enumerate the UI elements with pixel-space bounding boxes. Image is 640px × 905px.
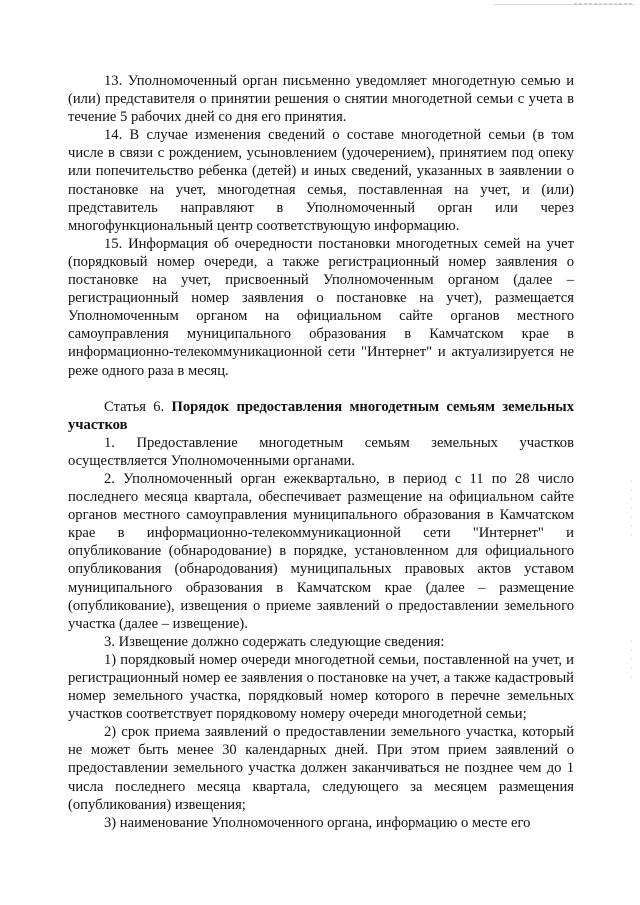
paragraph-13: 13. Уполномоченный орган письменно уведомляет многодетную семью и (или) представителя о принятии решения о снятии многодетной семьи с учета в течение 5 рабочих дней со дня его принятия. [68,73,574,126]
paragraph-15: 15. Информация об очередности постановки многодетных семей на учет (порядковый номер очереди, а также регистрационный номер заявления о постановке на учет, присвоенный Уполномоченным органом (далее – регистрационный номер заявления о постановке на учет), размещается Уполномоченным органом на официальном сайте органов местного самоуправления муниципального образования в Камчатском крае в информационно-телекоммуникационной сети "Интернет" и актуализируется не реже одного раза в месяц. [68,235,574,379]
scan-edge-noise [631,640,632,680]
paragraph-14: 14. В случае изменения сведений о составе многодетной семьи (в том числе в связи с рождением, усыновлением (удочерением), принятием под опеку или попечительство ребенка (детей) и иных сведений, указанных в заявлении о постановке на учет, многодетная семья, поставленная на учет, и (или) представитель направляют в Уполномоченный орган или через многофункциональный центр соответствующую информацию. [68,127,574,234]
list-item-1: 1) порядковый номер очереди многодетной семьи, поставленной на учет, и регистрационный номер ее заявления о постановке на учет, а также кадастровый номер земельного участка, порядковый номер которого в перечне земельных участков соответствует порядковому номеру очереди многодетной семьи; [68,651,574,723]
list-item-2: 2) срок приема заявлений о предоставлении земельного участка, который не может быть менее 30 календарных дней. При этом прием заявлений о предоставлении земельного участка должен заканчиваться не позднее чем до 1 числа последнего месяца квартала, следующего за месяцем размещения (опубликования) извещения; [68,724,574,813]
scan-edge-noise [631,480,632,540]
article-paragraph-1: 1. Предоставление многодетным семьям земельных участков осуществляется Уполномоченными органами. [68,434,574,469]
article-title: Порядок предоставления многодетным семьям земельных участков [68,398,574,433]
scan-artifact [494,4,634,9]
section-gap [68,380,574,398]
article-paragraph-2: 2. Уполномоченный орган ежеквартально, в период с 11 по 28 число последнего месяца квартала, обеспечивает размещение на официальном сайте органов местного самоуправления муниципального образования в Камчатском крае в информационно-телекоммуникационной сети "Интернет" и опубликование (обнародование) в порядке, установленном для официального опубликования (обнародования) муниципальных правовых актов уставом муниципального образования в Камчатском крае (далее – размещение (опубликование), извещения о приеме заявлений о предоставлении земельного участка (далее – извещение). [68,470,574,632]
article-paragraph-3: 3. Извещение должно содержать следующие сведения: [104,633,445,650]
document-body [68,72,574,832]
article-prefix: Статья 6. [104,398,172,415]
list-item-3: 3) наименование Уполномоченного органа, информацию о месте его [104,814,531,831]
article-heading [68,398,574,434]
